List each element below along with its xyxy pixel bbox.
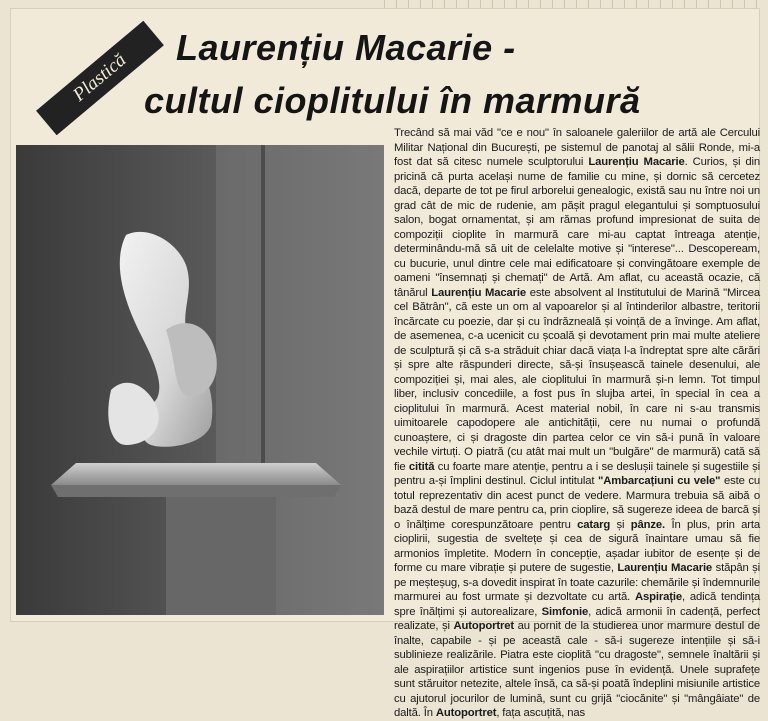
work-title: "Ambarcațiuni cu vele": [598, 475, 721, 487]
article-body: [394, 126, 760, 721]
section-label: Plastică: [36, 21, 164, 136]
artist-name: Laurențiu Macarie: [431, 286, 527, 299]
artist-name: Laurențiu Macarie: [588, 156, 685, 168]
headline-line-1: Laurențiu Macarie -: [176, 27, 516, 68]
sculpture-image: [16, 145, 384, 615]
work-title: Autoportret: [435, 707, 497, 719]
work-title: Autoportret: [453, 620, 514, 632]
perforation-edge: [384, 0, 764, 8]
sculpture-photo: [16, 145, 384, 615]
work-title: Aspirație: [635, 591, 682, 603]
headline-line-2: cultul cioplitului în marmură: [144, 80, 641, 121]
work-title: Simfonie: [541, 605, 589, 618]
artist-name: Laurențiu Macarie: [617, 562, 713, 574]
article-paragraph: Trecând să mai văd "ce e nou" în saloanele galeriilor de artă ale Cercului Militar Național din București, pe sistemul de panotaj al sălii Ronde, mi-a fost dat să citesc numele sculptorului Laurențiu Macarie. Curios, și din pricină că purta același nume de familie cu mine, și dornic să cercetez dacă, departe de tot pe firul arborelui genealogic, există sau nu între noi un grad cât de mic de rudenie, am pășit pragul elegantului și somptuosului salon, bogat ornamentat, și am rămas profund impresionat de suita de compoziții cioplite în marmură care mi-au captat întreaga atenție, determinându-mă să uit de celelalte motive și "interese"... Descopeream, cu bucurie, unul dintre cele mai edificatoare și convingătoare exemple de oameni "însemnați și chemați" de Artă. Am aflat, cu această ocazie, că tânărul Laurențiu Macarie este absolvent al Institutului de Marină "Mircea cel Bătrân", că este un om al vapoarelor și al întinderilor albastre, teritorii încărcate cu poezie, dar și cu îndrăzneală și voință de a învinge. Am aflat, de asemenea, c-a ucenicit cu școală și devotament prin mai multe ateliere de sculptură și că s-a străduit chiar dacă viața l-a îndreptat spre alte cărări și spre alte răspunderi directe, să-și însușească tainele desenului, ale compoziției și, mai ales, ale cioplitului în marmură și-n lemn. Tot timpul liber, inclusiv concediile, a fost pus în slujba artei, în special în cea a cioplitului în marmură. Acest material nobil, în care ni s-au transmis uimitoarele capodopere ale antichității, cere nu numai o profundă cunoaștere, ci și dragoste din partea celor ce vin să-i pună în valoare vechile virtuți. O piatră (cu atât mai mult un "bulgăre" de marmură) cată să fie citită cu foarte mare atenție, pentru a i se deslușii tainele și sugestiile și pentru a-și împlini destinul. Ciclul intitulat "Ambarcațiuni cu vele" este cu totul reprezentativ din acest punct de vedere. Marmura trebuia să aibă o bază destul de mare pentru ca, prin cioplire, să sugereze ideea de barcă și o înălțime corespunzătoare pentru catarg și pânze. În plus, prin arta cioplirii, sugestia de sveltețe și cea de sigură înaintare umau să fie armonios împletite. Modern în concepție, așadar iubitor de esențe și de forme cu mare vibrație și putere de sugestie, Laurențiu Macarie stăpân și pe meșteșug, s-a dovedit inspirat în toate cazurile: chemările și îndemnurile marmurei au fost urmate și dezvoltate cu artă. Aspirație, adică tendința spre înălțimi și autorealizare, Simfonie, adică armonii în cadență, perfect realizate, și Autoportret au pornit de la studierea unor marmure destul de înalte, capabile - și pe această cale - să-i sugereze intențiile și să-i sublinieze realizările. Piatra este cioplită "cu dragoste", semnele înaltării și ale aspirațiilor artistice sunt ingenios puse în evidență. Unele suprafețe sunt stăruitor netezite, altele însă, ca să-și poată îndeplini misiunile artistice cu ajutorul jocurilor de lumină, sunt cu grijă "ciocănite" și "mângâiate" de daltă. În Autoportret, fața ascuțită, nas: [394, 127, 760, 719]
